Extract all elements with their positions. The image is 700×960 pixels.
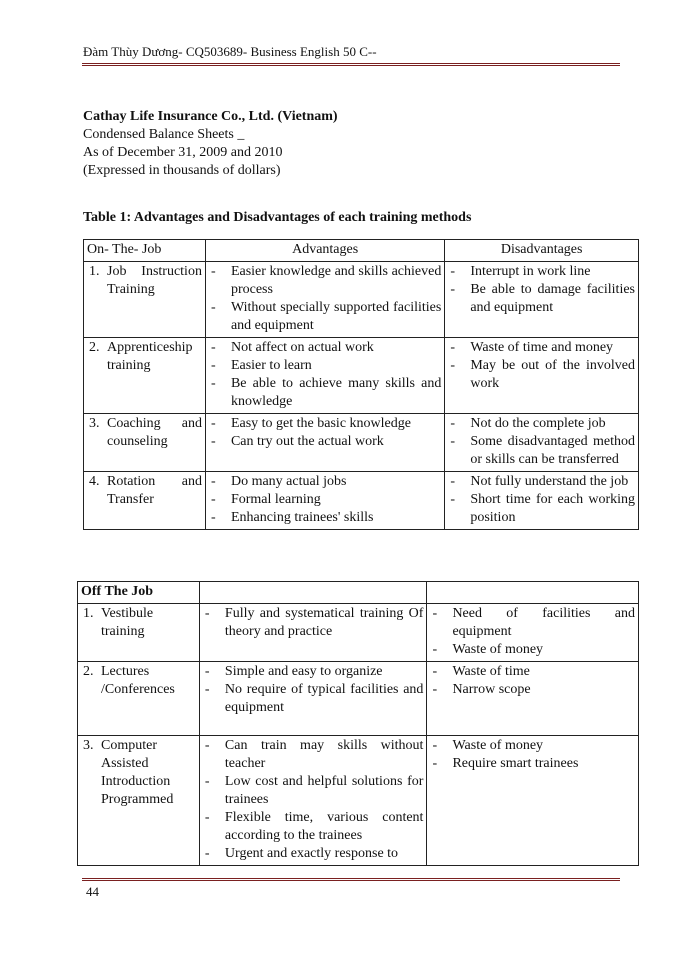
- list-item: [430, 755, 635, 773]
- dash-bullet: -: [432, 606, 438, 621]
- list-item: [209, 375, 441, 411]
- off-the-job-table: [77, 581, 639, 866]
- dash-bullet: -: [204, 810, 210, 825]
- header-cell: [427, 582, 639, 604]
- method-cell: [84, 338, 206, 414]
- method-cell: [84, 262, 206, 338]
- on-the-job-table: [83, 239, 639, 530]
- dash-bullet: -: [432, 664, 438, 679]
- method-cell: [78, 604, 200, 662]
- list-item: [203, 737, 424, 773]
- dash-bullet: -: [450, 358, 455, 373]
- list-item-text: Require smart trainees: [452, 756, 579, 771]
- advantages-list: [203, 737, 424, 863]
- method-cell: [78, 662, 200, 736]
- dash-bullet: -: [204, 774, 210, 789]
- advantages-cell: [205, 338, 444, 414]
- header-cell: On- The- Job: [84, 240, 206, 262]
- page-number: 44: [86, 884, 99, 899]
- dash-bullet: -: [432, 738, 438, 753]
- list-item-text: Waste of time and money: [470, 340, 614, 355]
- dash-bullet: -: [210, 300, 216, 315]
- table-header-row: [78, 582, 639, 604]
- table-row: [78, 662, 639, 736]
- list-item: [430, 641, 635, 659]
- method-name: Rotation and Transfer: [107, 474, 202, 507]
- table-row: [84, 262, 639, 338]
- list-item-text: Waste of money: [452, 642, 544, 657]
- advantages-list: [209, 415, 441, 451]
- list-item-text: Be able to achieve many skills and knowledge: [230, 376, 442, 409]
- advantages-cell: [205, 262, 444, 338]
- dash-bullet: -: [204, 738, 210, 753]
- disadvantages-list: [448, 263, 635, 317]
- list-item: [448, 473, 635, 491]
- header-cell: Disadvantages: [445, 240, 639, 262]
- list-item-text: Not affect on actual work: [230, 340, 374, 355]
- list-item: [209, 509, 441, 527]
- list-item: [430, 737, 635, 755]
- advantages-list: [203, 663, 424, 717]
- list-item: [203, 605, 424, 641]
- list-item: [209, 263, 441, 299]
- advantages-cell: [205, 472, 444, 530]
- method-name: Job Instruction Training: [107, 264, 202, 297]
- disadvantages-cell: [445, 414, 639, 472]
- list-item: [448, 281, 635, 317]
- intro-line-3: As of December 31, 2009 and 2010: [83, 145, 283, 160]
- table-header-row: [84, 240, 639, 262]
- method-label: [81, 737, 196, 809]
- list-item: [203, 809, 424, 845]
- list-item: [448, 339, 635, 357]
- method-label: [87, 339, 202, 375]
- list-item-text: Low cost and helpful solutions for trainees: [224, 774, 424, 807]
- method-cell: [84, 414, 206, 472]
- dash-bullet: -: [210, 376, 216, 391]
- list-item-text: Be able to damage facilities and equipment: [470, 282, 635, 315]
- advantages-cell: [199, 662, 427, 736]
- list-item: [448, 491, 635, 527]
- list-item-text: Can train may skills without teacher: [224, 738, 424, 771]
- method-number: 4.: [89, 474, 100, 489]
- dash-bullet: -: [450, 474, 455, 489]
- list-item-text: Do many actual jobs: [230, 474, 347, 489]
- list-item-text: Need of facilities and equipment: [452, 606, 635, 639]
- method-name: Apprenticeship training: [107, 340, 193, 373]
- dash-bullet: -: [210, 416, 216, 431]
- dash-bullet: -: [450, 416, 455, 431]
- disadvantages-list: [448, 473, 635, 527]
- dash-bullet: -: [210, 492, 216, 507]
- disadvantages-list: [430, 605, 635, 659]
- dash-bullet: -: [432, 756, 438, 771]
- disadvantages-list: [448, 415, 635, 469]
- list-item: [209, 299, 441, 335]
- dash-bullet: -: [450, 340, 455, 355]
- dash-bullet: -: [204, 682, 210, 697]
- list-item-text: Waste of time: [452, 664, 530, 679]
- list-item: [448, 263, 635, 281]
- table-row: [84, 472, 639, 530]
- list-item-text: Can try out the actual work: [230, 434, 384, 449]
- header-cell: Advantages: [205, 240, 444, 262]
- list-item-text: Not do the complete job: [470, 416, 606, 431]
- page-header: Đàm Thùy Dương- CQ503689- Business English 50 C--: [83, 44, 377, 59]
- method-label: [81, 663, 196, 699]
- list-item: [430, 663, 635, 681]
- method-number: 1.: [83, 606, 94, 621]
- method-label: [87, 263, 202, 299]
- dash-bullet: -: [210, 434, 216, 449]
- dash-bullet: -: [432, 682, 438, 697]
- table-row: [84, 338, 639, 414]
- header-cell: [199, 582, 427, 604]
- advantages-cell: [199, 736, 427, 866]
- intro-line-2: Condensed Balance Sheets _: [83, 127, 245, 142]
- company-name: Cathay Life Insurance Co., Ltd. (Vietnam): [83, 109, 338, 124]
- method-number: 2.: [83, 664, 94, 679]
- advantages-list: [209, 263, 441, 335]
- list-item-text: Without specially supported facilities and equipment: [230, 300, 442, 333]
- advantages-list: [209, 339, 441, 411]
- disadvantages-cell: [427, 736, 639, 866]
- disadvantages-cell: [445, 472, 639, 530]
- list-item-text: Urgent and exactly response to: [224, 846, 399, 861]
- list-item: [203, 681, 424, 717]
- list-item-text: Formal learning: [230, 492, 321, 507]
- list-item-text: Short time for each working position: [470, 492, 635, 525]
- list-item: [203, 845, 424, 863]
- list-item-text: Not fully understand the job: [470, 474, 629, 489]
- dash-bullet: -: [450, 282, 455, 297]
- list-item: [209, 357, 441, 375]
- advantages-list: [203, 605, 424, 641]
- dash-bullet: -: [450, 434, 455, 449]
- disadvantages-cell: [427, 662, 639, 736]
- list-item-text: Flexible time, various content according to the trainees: [224, 810, 424, 843]
- table-row: [78, 736, 639, 866]
- list-item-text: Some disadvantaged method or skills can be transferred: [470, 434, 635, 467]
- intro-block: [83, 108, 338, 180]
- disadvantages-cell: [445, 338, 639, 414]
- list-item-text: Waste of money: [452, 738, 544, 753]
- advantages-cell: [205, 414, 444, 472]
- dash-bullet: -: [204, 606, 210, 621]
- list-item-text: May be out of the involved work: [470, 358, 635, 391]
- table-row: [78, 604, 639, 662]
- method-name: Lectures /Conferences: [101, 664, 175, 697]
- table-title: Table 1: Advantages and Disadvantages of each training methods: [83, 210, 472, 225]
- dash-bullet: -: [210, 264, 216, 279]
- method-cell: [78, 736, 200, 866]
- table-row: [84, 414, 639, 472]
- dash-bullet: -: [210, 358, 216, 373]
- disadvantages-list: [448, 339, 635, 393]
- header-rule: [82, 63, 620, 66]
- disadvantages-cell: [427, 604, 639, 662]
- list-item-text: Enhancing trainees' skills: [230, 510, 374, 525]
- list-item: [209, 473, 441, 491]
- list-item: [448, 415, 635, 433]
- list-item-text: Simple and easy to organize: [224, 664, 383, 679]
- list-item-text: Interrupt in work line: [470, 264, 591, 279]
- intro-line-4: (Expressed in thousands of dollars): [83, 163, 281, 178]
- list-item-text: Narrow scope: [452, 682, 531, 697]
- method-number: 2.: [89, 340, 100, 355]
- dash-bullet: -: [210, 510, 216, 525]
- method-number: 3.: [89, 416, 100, 431]
- list-item: [209, 339, 441, 357]
- method-number: 1.: [89, 264, 100, 279]
- list-item: [203, 663, 424, 681]
- list-item-text: Easier to learn: [230, 358, 312, 373]
- disadvantages-list: [430, 663, 635, 699]
- header-cell: Off The Job: [78, 582, 200, 604]
- list-item: [448, 357, 635, 393]
- list-item: [209, 433, 441, 451]
- dash-bullet: -: [204, 846, 210, 861]
- method-label: [81, 605, 196, 641]
- list-item: [209, 491, 441, 509]
- method-name: Vestibule training: [101, 606, 154, 639]
- method-name: Coaching and counseling: [107, 416, 202, 449]
- list-item-text: Easier knowledge and skills achieved process: [230, 264, 442, 297]
- dash-bullet: -: [450, 492, 455, 507]
- dash-bullet: -: [204, 664, 210, 679]
- method-name: Computer Assisted Introduction Programmed: [101, 738, 174, 807]
- list-item-text: No require of typical facilities and equipment: [224, 682, 424, 715]
- list-item: [430, 605, 635, 641]
- list-item-text: Easy to get the basic knowledge: [230, 416, 411, 431]
- list-item: [209, 415, 441, 433]
- dash-bullet: -: [450, 264, 455, 279]
- method-label: [87, 415, 202, 451]
- disadvantages-cell: [445, 262, 639, 338]
- method-label: [87, 473, 202, 509]
- method-number: 3.: [83, 738, 94, 753]
- dash-bullet: -: [432, 642, 438, 657]
- method-cell: [84, 472, 206, 530]
- list-item: [448, 433, 635, 469]
- list-item: [203, 773, 424, 809]
- disadvantages-list: [430, 737, 635, 773]
- advantages-cell: [199, 604, 427, 662]
- advantages-list: [209, 473, 441, 527]
- list-item-text: Fully and systematical training Of theory and practice: [224, 606, 424, 639]
- dash-bullet: -: [210, 474, 216, 489]
- footer-rule: [82, 878, 620, 881]
- list-item: [430, 681, 635, 699]
- dash-bullet: -: [210, 340, 216, 355]
